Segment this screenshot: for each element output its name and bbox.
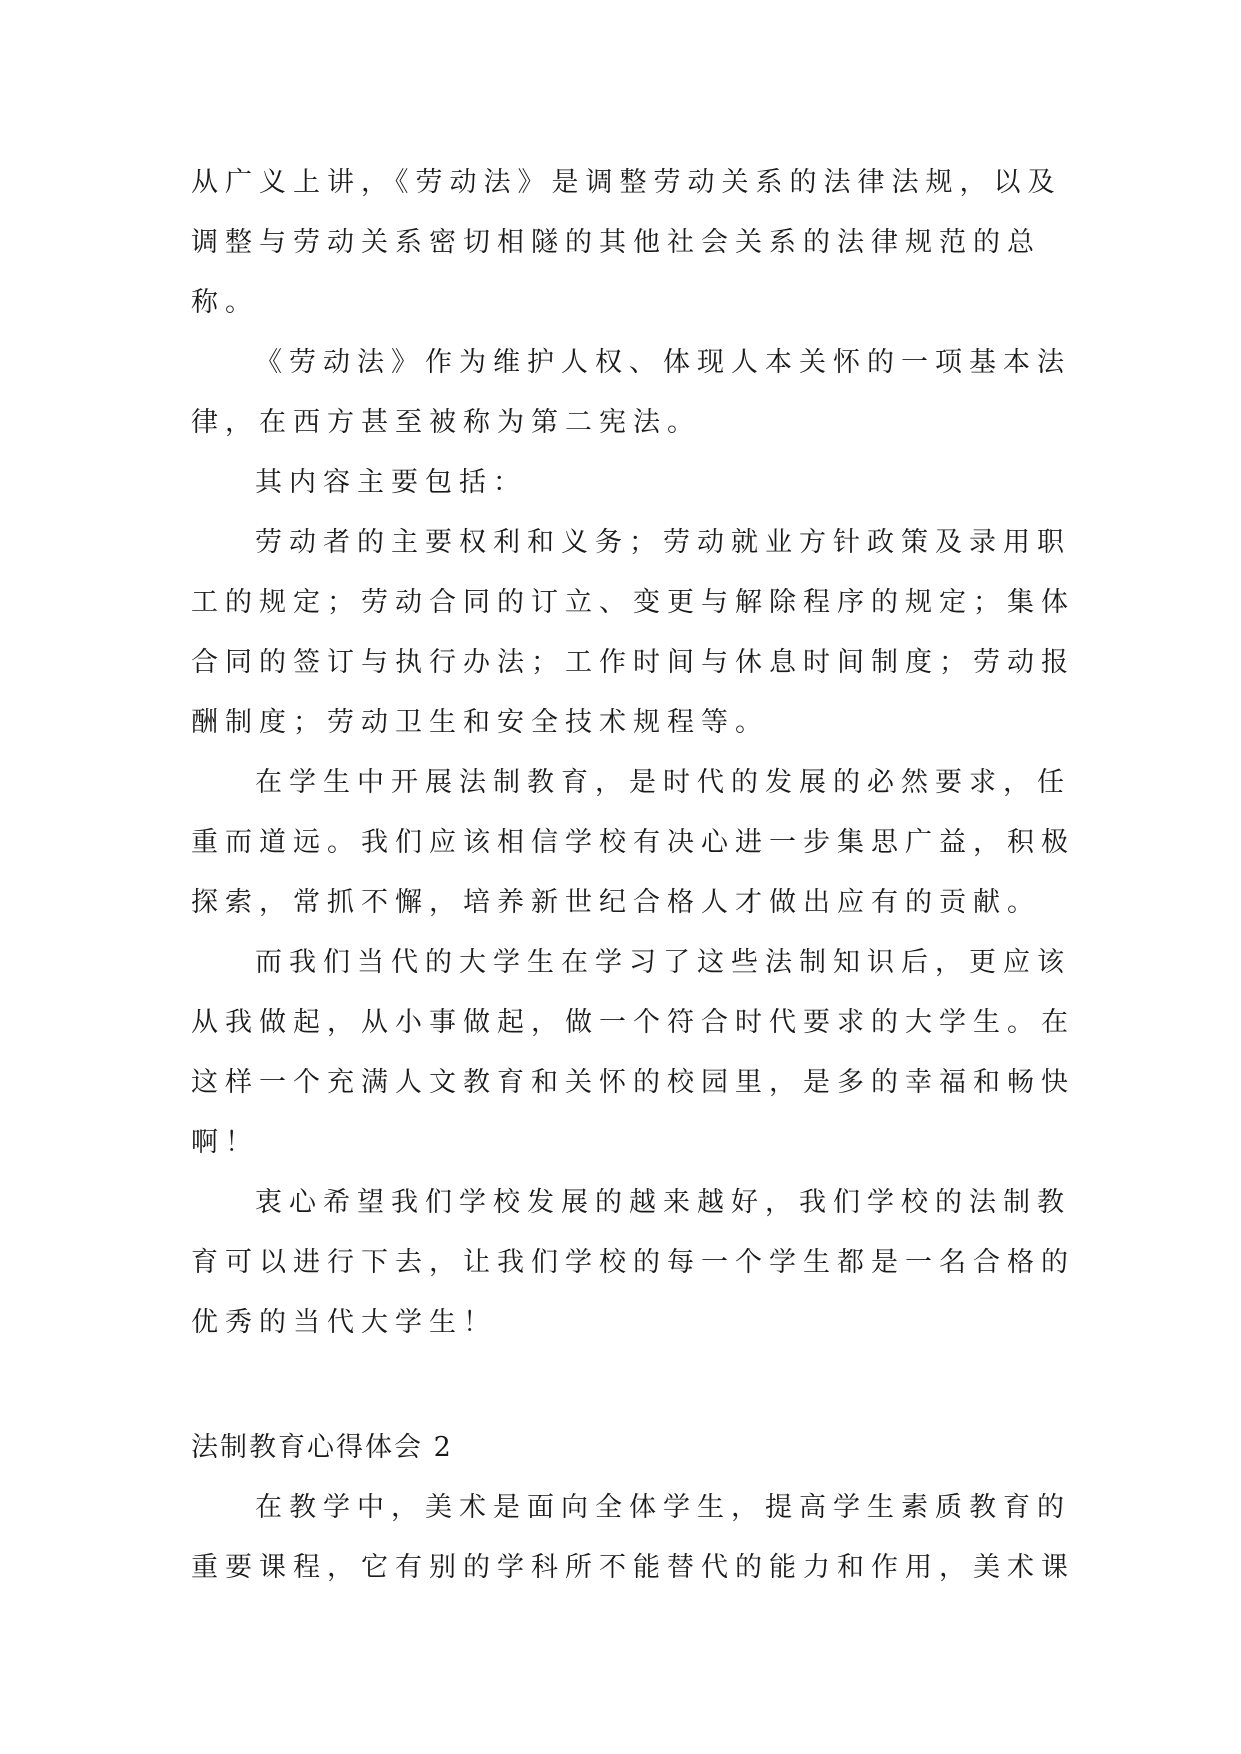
text-line: 育可以进行下去，让我们学校的每一个学生都是一名合格的 bbox=[191, 1247, 1075, 1278]
paragraph bbox=[191, 333, 1071, 453]
text-line: 而我们当代的大学生在学习了这些法制知识后，更应该 bbox=[255, 947, 1071, 978]
text-line: 工的规定；劳动合同的订立、变更与解除程序的规定；集体 bbox=[191, 587, 1075, 618]
text-line: 在学生中开展法制教育，是时代的发展的必然要求，任 bbox=[255, 767, 1071, 798]
paragraph bbox=[191, 933, 1075, 1173]
paragraph bbox=[191, 1478, 1075, 1598]
text-line: 劳动者的主要权利和义务；劳动就业方针政策及录用职 bbox=[255, 527, 1071, 558]
text-line: 调整与劳动关系密切相隧的其他社会关系的法律规范的总 bbox=[191, 227, 1041, 258]
text-line: 重要课程，它有别的学科所不能替代的能力和作用，美术课 bbox=[191, 1552, 1075, 1583]
text-line: 《劳动法》作为维护人权、体现人本关怀的一项基本法 bbox=[255, 347, 1071, 378]
paragraph bbox=[191, 1173, 1075, 1353]
text-line: 优秀的当代大学生！ bbox=[191, 1307, 497, 1338]
text-line: 从我做起，从小事做起，做一个符合时代要求的大学生。在 bbox=[191, 1007, 1075, 1038]
section-heading: 法制教育心得体会 2 bbox=[191, 1432, 453, 1463]
paragraph bbox=[191, 453, 1055, 513]
text-line: 探索，常抓不懈，培养新世纪合格人才做出应有的贡献。 bbox=[191, 887, 1041, 918]
text-line: 衷心希望我们学校发展的越来越好，我们学校的法制教 bbox=[255, 1187, 1071, 1218]
text-line: 律，在西方甚至被称为第二宪法。 bbox=[191, 407, 701, 438]
paragraph bbox=[191, 753, 1075, 933]
text-line: 酬制度；劳动卫生和安全技术规程等。 bbox=[191, 707, 769, 738]
paragraph bbox=[191, 513, 1075, 753]
text-line: 其内容主要包括： bbox=[255, 467, 527, 498]
text-line: 重而道远。我们应该相信学校有决心进一步集思广益，积极 bbox=[191, 827, 1075, 858]
text-line: 这样一个充满人文教育和关怀的校园里，是多的幸福和畅快 bbox=[191, 1067, 1075, 1098]
paragraph bbox=[191, 153, 1062, 333]
text-line: 称。 bbox=[191, 287, 259, 318]
text-line: 合同的签订与执行办法；工作时间与休息时间制度；劳动报 bbox=[191, 647, 1075, 678]
text-line: 啊！ bbox=[191, 1127, 259, 1158]
text-line: 在教学中，美术是面向全体学生，提高学生素质教育的 bbox=[255, 1492, 1071, 1523]
document-page bbox=[191, 153, 1075, 1598]
text-line: 从广义上讲，《劳动法》是调整劳动关系的法律法规，以及 bbox=[191, 167, 1062, 198]
